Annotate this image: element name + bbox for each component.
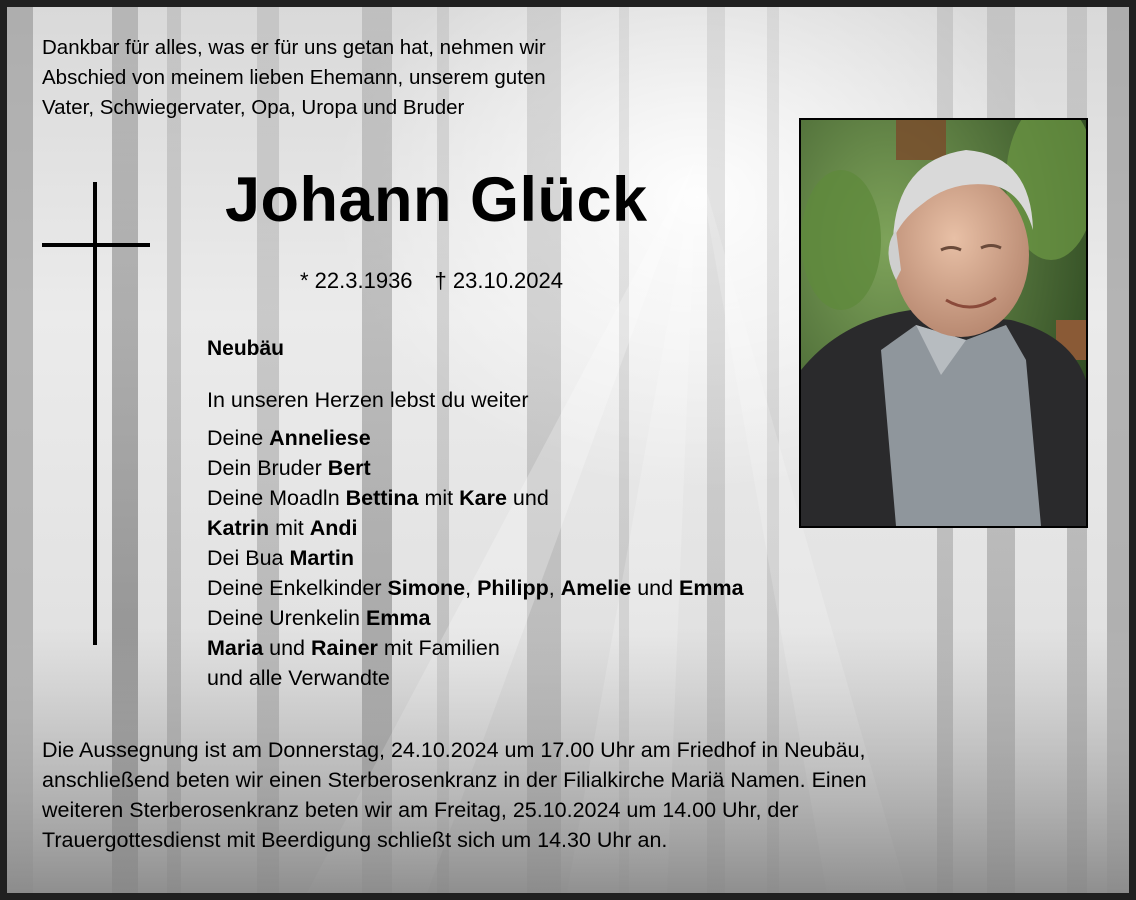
mourner-line: Dein Bruder Bert (207, 456, 371, 480)
intro-line: Vater, Schwiegervater, Opa, Uropa und Bruder (42, 96, 465, 119)
mourner-line: Deine Urenkelin Emma (207, 606, 431, 630)
funeral-line: weiteren Sterberosenkranz beten wir am Freitag, 25.10.2024 um 14.00 Uhr, der (42, 798, 799, 822)
deceased-name: Johann Glück (225, 165, 648, 235)
mourner-line: und alle Verwandte (207, 666, 390, 690)
mourner-line: Deine Enkelkinder Simone, Philipp, Amelie und Emma (207, 576, 744, 600)
portrait-photo (799, 118, 1088, 528)
mourner-line: Deine Anneliese (207, 426, 371, 450)
death-date: † 23.10.2024 (434, 268, 564, 293)
mourner-line: Maria und Rainer mit Familien (207, 636, 500, 660)
funeral-details (42, 735, 867, 855)
funeral-line: Trauergottesdienst mit Beerdigung schließt sich um 14.30 Uhr an. (42, 828, 668, 852)
birth-date: * 22.3.1936 (300, 268, 413, 293)
life-dates (300, 266, 563, 296)
mourner-line: Deine Moadln Bettina mit Kare und (207, 486, 549, 510)
mourner-line: Dei Bua Martin (207, 546, 354, 570)
cross-icon-crossbar (42, 243, 150, 247)
obituary-notice (7, 7, 1129, 893)
motto: In unseren Herzen lebst du weiter (207, 388, 529, 412)
intro-line: Abschied von meinem lieben Ehemann, unserem guten (42, 66, 546, 89)
funeral-line: anschließend beten wir einen Sterberosenkranz in der Filialkirche Mariä Namen. Einen (42, 768, 867, 792)
funeral-line: Die Aussegnung ist am Donnerstag, 24.10.2024 um 17.00 Uhr am Friedhof in Neubäu, (42, 738, 866, 762)
mourners-list (207, 423, 744, 693)
intro-text (42, 33, 546, 123)
hometown: Neubäu (207, 337, 285, 360)
cross-icon (93, 182, 97, 645)
mourner-line: Katrin mit Andi (207, 516, 358, 540)
intro-line: Dankbar für alles, was er für uns getan hat, nehmen wir (42, 36, 546, 59)
